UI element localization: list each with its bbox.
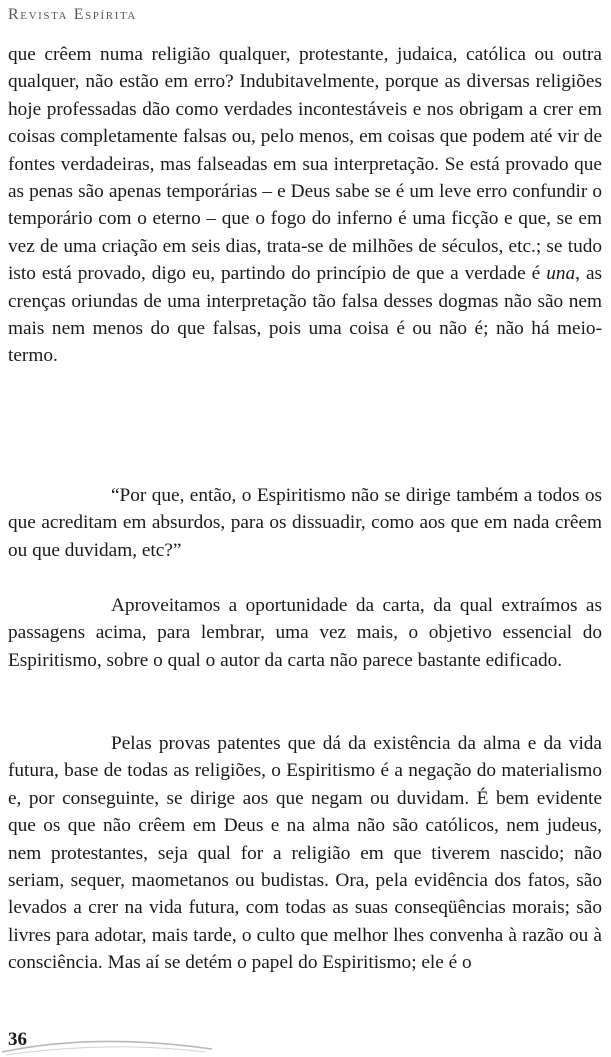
editorial-paragraph: Aproveitamos a oportunidade da carta, da qual extraímos as passagens acima, para lembrar, uma vez mais, o objetivo essencial do Espiritismo, sobre o qual o autor da carta não parece bastante edificado. <box>8 595 602 671</box>
emphasis-word: una <box>546 263 576 285</box>
body-paragraph: Pelas provas patentes que dá da existência da alma e da vida futura, base de todas as religiões, o Espiritismo é a negação do materialismo e, por conseguinte, se dirige aos que negam ou duvidam. É bem evidente que os que não crêem em Deus e na alma não são católicos, nem judeus, nem protestantes, seja qual for a religião em que tiverem nascido; não seriam, sequer, maometanos ou budistas. Ora, pela evidência dos fatos, são levados a crer na vida futura, com todas as suas conseqüências morais; são livres para adotar, mais tarde, o culto que melhor lhes convenha à razão ou à consciência. Mas aí se detém o papel do Espiritismo; ele é o <box>8 733 602 974</box>
running-header: Revista Espírita <box>8 6 137 23</box>
paragraph-text: , as crenças oriundas de uma interpretação tão falsa desses dogmas não são nem mais nem menos do que falsas, pois uma coisa é ou não é; não há meio-termo. <box>8 263 603 367</box>
paragraph-continuation <box>8 41 602 370</box>
footer-swoosh-ornament <box>0 1030 220 1057</box>
quoted-question-paragraph: “Por que, então, o Espiritismo não se dirige também a todos os que acreditam em absurdos, para os dissuadir, como aos que em nada crêem ou que duvidam, etc?” <box>8 485 602 561</box>
paragraph-text: que crêem numa religião qualquer, protestante, judaica, católica ou outra qualquer, não estão em erro? Indubitavelmente, porque as diversas religiões hoje professadas dão como verdades incontestáveis e nos obrigam a crer em coisas completamente falsas ou, pelo menos, em coisas que podem até vir de fontes verdadeiras, mas falseadas em sua interpretação. Se está provado que as penas são apenas temporárias – e Deus sabe se é um leve erro confundir o temporário com o eterno – que o fogo do inferno é uma ficção e que, se em vez de uma criação em seis dias, trata-se de milhões de séculos, etc.; se tudo isto está provado, digo eu, partindo do princípio de que a verdade é <box>8 44 602 285</box>
page-number: 36 <box>8 1029 27 1050</box>
